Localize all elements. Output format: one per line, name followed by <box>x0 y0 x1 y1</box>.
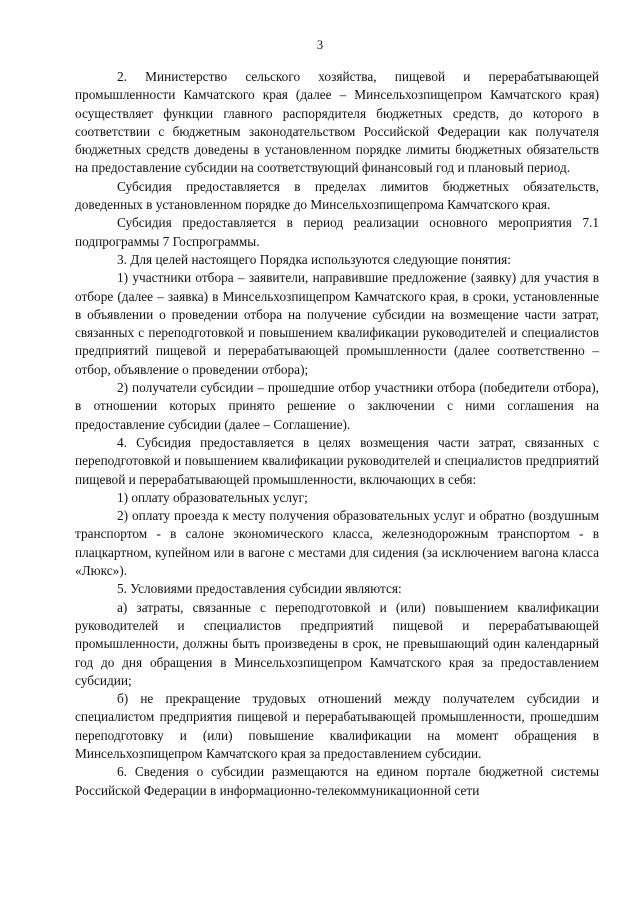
paragraph: 5. Условиями предоставления субсидии являются: <box>117 581 402 597</box>
paragraph: Субсидия предоставляется в период реализации основного мероприятия 7.1 подпрограммы 7 Госпрограммы. <box>75 215 599 249</box>
paragraph: а) затраты, связанные с переподготовкой и (или) повышением квалификации руководителей и специалистов предприятий пищевой и перерабатывающей промышленности, должны быть произведены в срок, не превышающий один календарный год до дня обращения в Минсельхозпищепром Камчатского края за предоставлением субсидии; <box>75 599 599 688</box>
paragraph: 6. Сведения о субсидии размещаются на едином портале бюджетной системы Российской Федерации в информационно-телекоммуникационной сети <box>75 764 599 798</box>
paragraph: 3. Для целей настоящего Порядка используются следующие понятия: <box>117 251 511 267</box>
paragraph: 1) участники отбора – заявители, направившие предложение (заявку) для участия в отборе (далее – заявка) в Минсельхозпищепром Камчатского края, в сроки, установленные в объявлении о проведении отбора на получение субсидии на возмещение части затрат, связанных с переподготовкой и повышением квалификации руководителей и специалистов предприятий пищевой и перерабатывающей промышленности (далее соответственно – отбор, объявление о проведении отбора); <box>75 270 599 377</box>
paragraph: 2) получатели субсидии – прошедшие отбор участники отбора (победители отбора), в отношении которых принято решение о заключении с ними соглашения на предоставление субсидии (далее – Соглашение). <box>75 380 599 432</box>
paragraph: б) не прекращение трудовых отношений между получателем субсидии и специалистом предприятия пищевой и перерабатывающей промышленности, прошедшим переподготовку и (или) повышение квалификации на момент обращения в Минсельхозпищепром Камчатского края за предоставлением субсидии. <box>75 691 599 761</box>
paragraph: Субсидия предоставляется в пределах лимитов бюджетных обязательств, доведенных в установленном порядке до Минсельхозпищепрома Камчатского края. <box>75 178 599 213</box>
paragraph: 2. Министерство сельского хозяйства, пищевой и перерабатывающей промышленности Камчатского края (далее – Минсельхозпищепром Камчатского края) осуществляет функции главного распорядителя бюджетных средств, до которого в соответствии с бюджетным законодательством Российской Федерации как получателя бюджетных средств доведены в установленном порядке лимиты бюджетных обязательств на предоставление субсидии на соответствующий финансовый год и плановый период. <box>75 69 599 176</box>
page-number: 3 <box>316 38 324 52</box>
paragraph: 1) оплату образовательных услуг; <box>117 489 308 505</box>
paragraph: 4. Субсидия предоставляется в целях возмещения части затрат, связанных с переподготовкой и повышением квалификации руководителей и специалистов предприятий пищевой и перерабатывающей промышленности, включающих в себя: <box>75 434 599 487</box>
body-text <box>75 68 599 800</box>
paragraph: 2) оплату проезда к месту получения образовательных услуг и обратно (воздушным транспортом - в салоне экономического класса, железнодорожным транспортом - в плацкартном, купейном или в вагоне с местами для сидения (за исключением вагона класса «Люкс»). <box>75 508 599 579</box>
